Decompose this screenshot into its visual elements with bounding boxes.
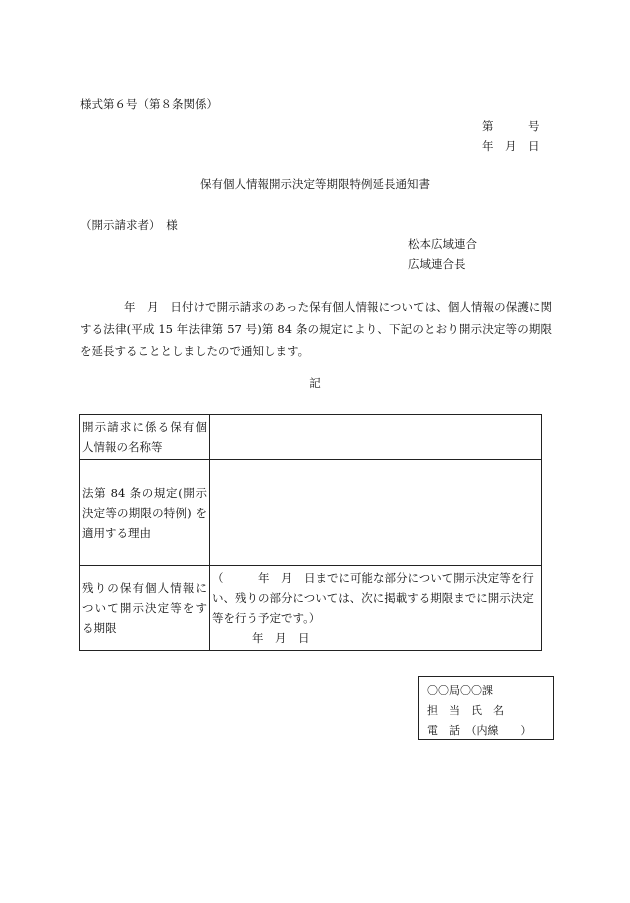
reason-value xyxy=(210,460,542,566)
form-number: 様式第６号（第８条関係） xyxy=(80,97,218,111)
info-name-label: 開示請求に係る保有個人情報の名称等 xyxy=(80,415,210,460)
table-row xyxy=(80,460,542,566)
deadline-date: 年 月 日 xyxy=(252,631,310,645)
body-paragraph: 年 月 日付けで開示請求のあった保有個人情報については、個人情報の保護に関する法律(平成 15 年法律第 57 号)第 84 条の規定により、下記のとおり開示決定等の期限を延長することとしましたので通知します。 xyxy=(80,300,552,358)
sender-organization: 松本広域連合 xyxy=(408,237,477,251)
deadline-cell xyxy=(210,566,542,651)
deadline-label: 残りの保有個人情報について開示決定等をする期限 xyxy=(80,566,210,651)
contact-phone: 電 話 （内線 ） xyxy=(427,724,532,737)
contact-department: 〇〇局〇〇課 xyxy=(427,684,493,697)
ki-heading: 記 xyxy=(309,376,321,390)
deadline-text: （ 年 月 日までに可能な部分について開示決定等を行い、残りの部分については、次に掲載する期限までに開示決定等を行う予定です。） xyxy=(212,571,534,625)
table-row xyxy=(80,566,542,651)
contact-person: 担 当 氏 名 xyxy=(427,704,504,717)
document-number: 第 号 xyxy=(482,119,540,133)
sender-title: 広域連合長 xyxy=(408,257,466,271)
addressee: （開示請求者） 様 xyxy=(80,218,178,232)
document-date: 年 月 日 xyxy=(482,139,540,153)
document-title: 保有個人情報開示決定等期限特例延長通知書 xyxy=(200,177,430,191)
table-row xyxy=(80,415,542,460)
extension-details-table xyxy=(79,414,542,651)
contact-box xyxy=(418,676,554,740)
info-name-value xyxy=(210,415,542,460)
reason-label: 法第 84 条の規定(開示決定等の期限の特例) を適用する理由 xyxy=(80,460,210,566)
